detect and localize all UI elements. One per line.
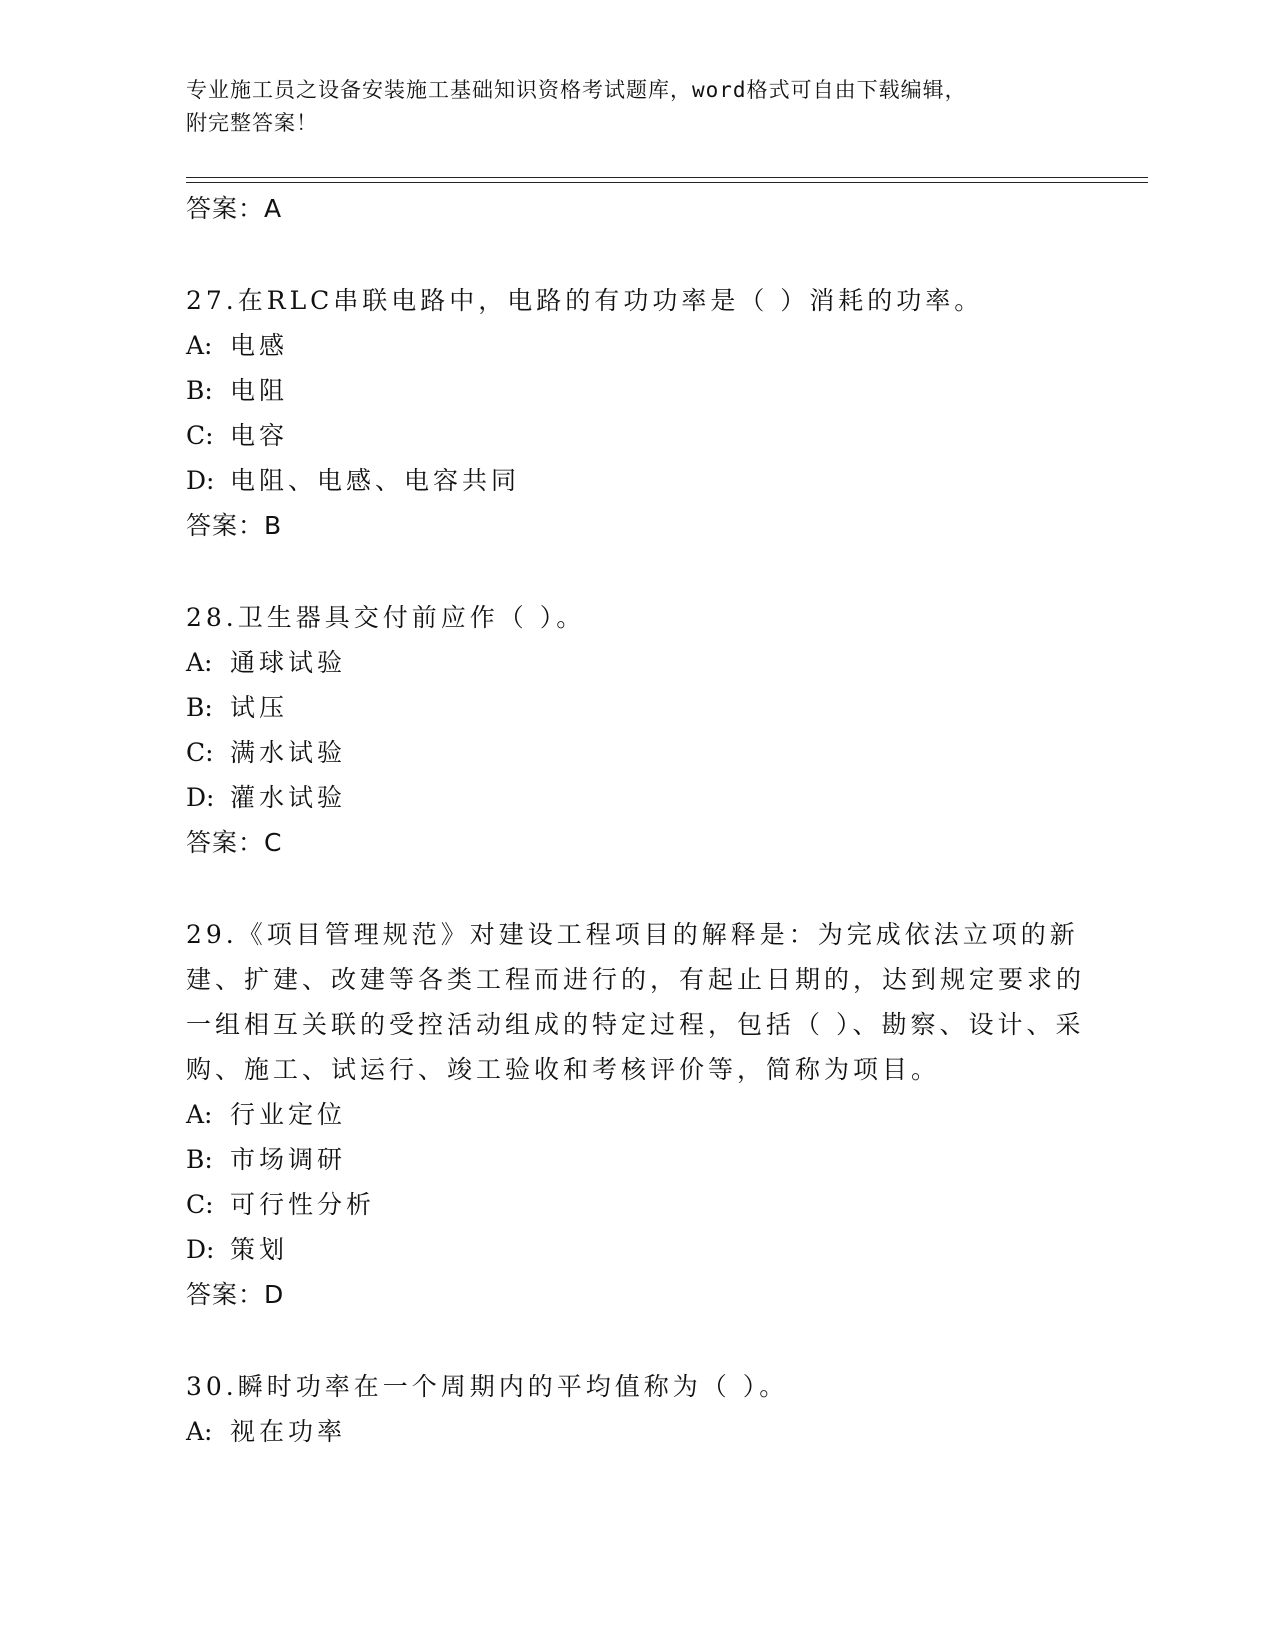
- option-text: 试压: [230, 693, 289, 722]
- question-29: [186, 912, 1086, 1318]
- document-body: [186, 186, 1086, 1454]
- option-label: A:: [186, 648, 213, 677]
- question-28: [186, 595, 1086, 866]
- answer-26: 答案：A: [186, 194, 283, 223]
- option-label: A:: [186, 1417, 213, 1446]
- question-30: [186, 1364, 1086, 1454]
- option-a: [186, 323, 1086, 368]
- option-c: [186, 1182, 1086, 1227]
- option-d: [186, 1227, 1086, 1272]
- option-text: 满水试验: [230, 738, 347, 767]
- answer-27: 答案：B: [186, 511, 283, 540]
- option-text: 灌水试验: [230, 783, 347, 812]
- question-27: [186, 278, 1086, 549]
- option-d: [186, 775, 1086, 820]
- option-label: B:: [186, 1145, 213, 1174]
- option-label: D:: [186, 783, 215, 812]
- document-header: [186, 74, 1066, 140]
- option-c: [186, 413, 1086, 458]
- option-text: 电阻: [230, 376, 289, 405]
- header-line-2: 附完整答案！: [186, 111, 318, 135]
- option-label: D:: [186, 466, 215, 495]
- answer-29: 答案：D: [186, 1280, 285, 1309]
- option-b: [186, 368, 1086, 413]
- option-a: [186, 640, 1086, 685]
- header-divider-bottom: [186, 182, 1148, 183]
- option-label: C:: [186, 738, 214, 767]
- option-text: 市场调研: [230, 1145, 347, 1174]
- option-d: [186, 458, 1086, 503]
- option-label: C:: [186, 1190, 214, 1219]
- question-stem: 27.在RLC串联电路中，电路的有功功率是（ ）消耗的功率。: [186, 286, 984, 315]
- option-label: B:: [186, 376, 213, 405]
- option-c: [186, 730, 1086, 775]
- option-b: [186, 685, 1086, 730]
- option-text: 电阻、电感、电容共同: [230, 466, 521, 495]
- option-text: 电容: [230, 421, 289, 450]
- option-label: A:: [186, 1100, 213, 1129]
- option-b: [186, 1137, 1086, 1182]
- question-stem: 30.瞬时功率在一个周期内的平均值称为（ ）。: [186, 1372, 789, 1401]
- option-text: 电感: [230, 331, 289, 360]
- answer-28: 答案：C: [186, 828, 283, 857]
- header-divider-top: [186, 177, 1148, 178]
- option-label: A:: [186, 331, 213, 360]
- option-text: 视在功率: [230, 1417, 347, 1446]
- option-a: [186, 1409, 1086, 1454]
- option-text: 通球试验: [230, 648, 347, 677]
- option-label: B:: [186, 693, 213, 722]
- option-label: D:: [186, 1235, 215, 1264]
- option-text: 策划: [230, 1235, 289, 1264]
- option-text: 行业定位: [230, 1100, 347, 1129]
- option-a: [186, 1092, 1086, 1137]
- option-text: 可行性分析: [230, 1190, 376, 1219]
- question-stem: 28.卫生器具交付前应作（ ）。: [186, 603, 586, 632]
- question-stem: 29.《项目管理规范》对建设工程项目的解释是：为完成依法立项的新建、扩建、改建等各类工程而进行的，有起止日期的，达到规定要求的一组相互关联的受控活动组成的特定过程，包括（ ）、勘察、设计、采购、施工、试运行、竣工验收和考核评价等，简称为项目。: [186, 920, 1086, 1084]
- header-line-1: 专业施工员之设备安装施工基础知识资格考试题库，word格式可自由下载编辑，: [186, 78, 967, 102]
- option-label: C:: [186, 421, 214, 450]
